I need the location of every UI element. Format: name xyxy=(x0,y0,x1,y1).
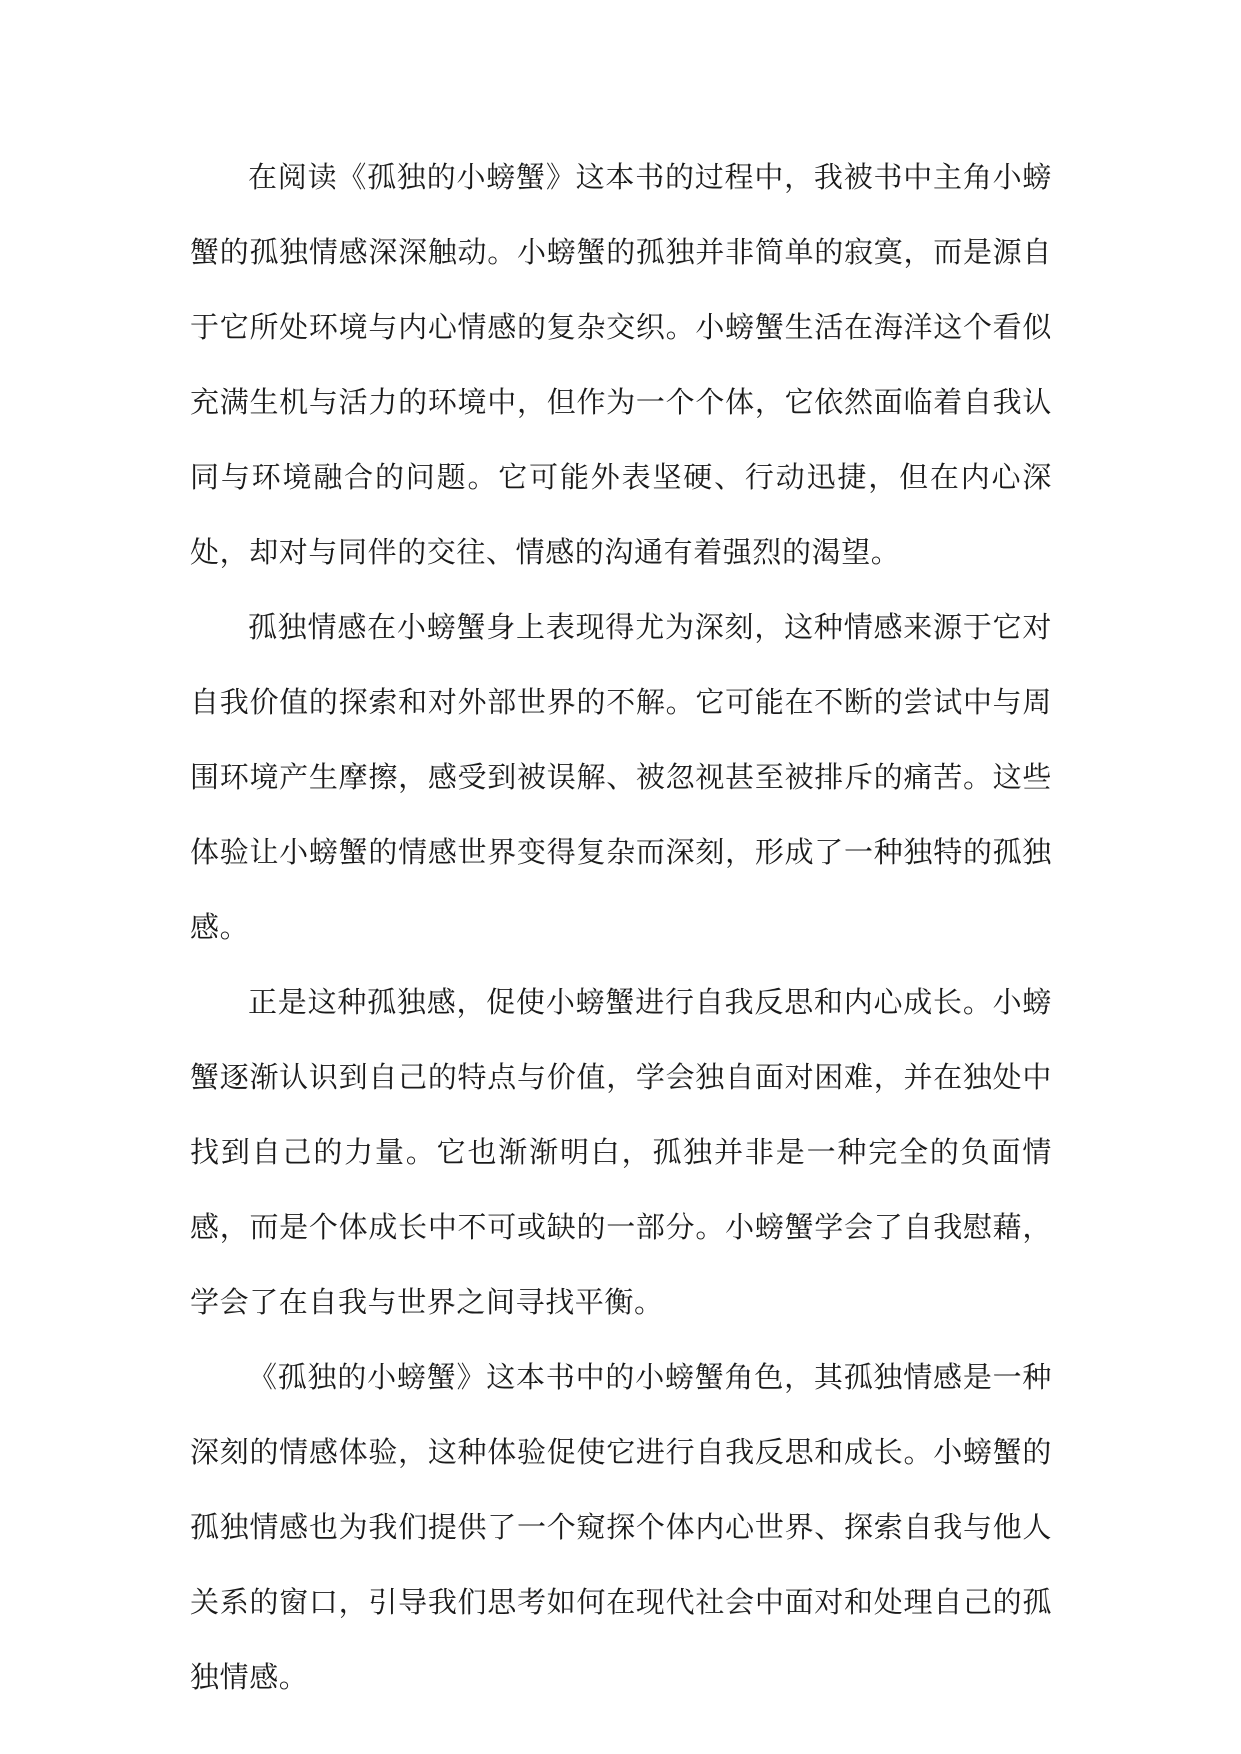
document-body xyxy=(190,140,1052,1715)
paragraph-2: 孤独情感在小螃蟹身上表现得尤为深刻，这种情感来源于它对自我价值的探索和对外部世界的不解。它可能在不断的尝试中与周围环境产生摩擦，感受到被误解、被忽视甚至被排斥的痛苦。这些体验让小螃蟹的情感世界变得复杂而深刻，形成了一种独特的孤独感。 xyxy=(190,610,1052,944)
paragraph-4: 《孤独的小螃蟹》这本书中的小螃蟹角色，其孤独情感是一种深刻的情感体验，这种体验促使它进行自我反思和成长。小螃蟹的孤独情感也为我们提供了一个窥探个体内心世界、探索自我与他人关系的窗口，引导我们思考如何在现代社会中面对和处理自己的孤独情感。 xyxy=(190,1360,1052,1694)
paragraph-1: 在阅读《孤独的小螃蟹》这本书的过程中，我被书中主角小螃蟹的孤独情感深深触动。小螃蟹的孤独并非简单的寂寞，而是源自于它所处环境与内心情感的复杂交织。小螃蟹生活在海洋这个看似充满生机与活力的环境中，但作为一个个体，它依然面临着自我认同与环境融合的问题。它可能外表坚硬、行动迅捷，但在内心深处，却对与同伴的交往、情感的沟通有着强烈的渴望。 xyxy=(190,160,1052,569)
paragraph-3: 正是这种孤独感，促使小螃蟹进行自我反思和内心成长。小螃蟹逐渐认识到自己的特点与价值，学会独自面对困难，并在独处中找到自己的力量。它也渐渐明白，孤独并非是一种完全的负面情感，而是个体成长中不可或缺的一部分。小螃蟹学会了自我慰藉，学会了在自我与世界之间寻找平衡。 xyxy=(190,985,1052,1319)
